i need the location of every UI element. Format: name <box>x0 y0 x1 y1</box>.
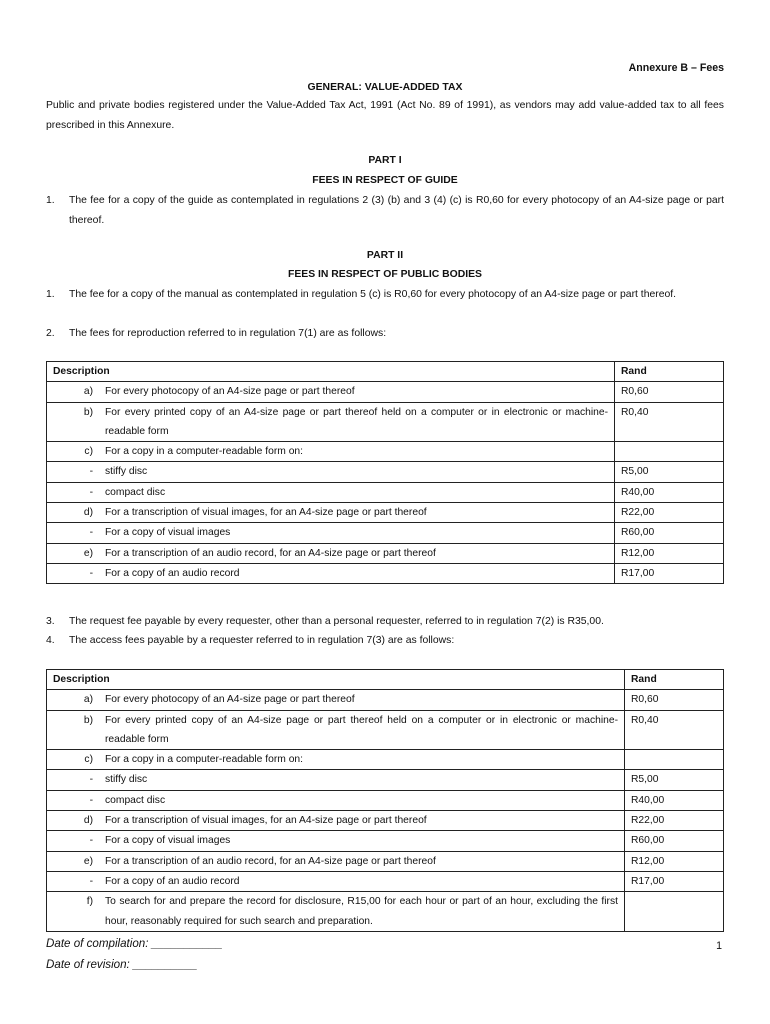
table-row <box>47 462 724 482</box>
row-rand: R5,00 <box>625 770 724 790</box>
row-letter: - <box>47 523 102 543</box>
item-text: The access fees payable by a requester referred to in regulation 7(3) are as follows: <box>69 635 455 646</box>
item-number: 1. <box>46 195 55 206</box>
column-rand: Rand <box>615 362 724 382</box>
row-letter: - <box>47 790 102 810</box>
part2-item-1 <box>46 285 724 305</box>
item-number: 1. <box>46 289 55 300</box>
row-letter: a) <box>47 690 102 710</box>
row-description: For every photocopy of an A4-size page or part thereof <box>101 690 625 710</box>
row-description: For a copy in a computer-readable form on: <box>101 442 615 462</box>
part1-item-1 <box>46 191 724 230</box>
table-row <box>47 382 724 402</box>
row-rand: R12,00 <box>625 851 724 871</box>
part2-item-2 <box>46 324 724 344</box>
row-description: For a transcription of an audio record, for an A4-size page or part thereof <box>101 543 615 563</box>
item-text: The fee for a copy of the manual as contemplated in regulation 5 (c) is R0,60 for every photocopy of an A4-size page or part thereof. <box>69 289 677 300</box>
row-letter: b) <box>47 710 102 750</box>
row-rand: R5,00 <box>615 462 724 482</box>
row-letter: d) <box>47 811 102 831</box>
item-text: The fee for a copy of the guide as contemplated in regulations 2 (3) (b) and 3 (4) (c) is R0,60 for every photocopy of an A4-size page or part thereof. <box>69 195 724 226</box>
row-rand: R0,60 <box>615 382 724 402</box>
row-letter: - <box>47 770 102 790</box>
row-rand <box>625 892 724 932</box>
part2-subtitle: FEES IN RESPECT OF PUBLIC BODIES <box>288 269 482 280</box>
table-row <box>47 402 724 442</box>
row-rand: R22,00 <box>625 811 724 831</box>
row-letter: d) <box>47 503 102 523</box>
part2-item-3 <box>46 612 724 632</box>
row-description: For a copy of an audio record <box>101 871 625 891</box>
fees-table-reproduction <box>46 361 724 584</box>
row-description: compact disc <box>101 482 615 502</box>
item-text: The request fee payable by every requester, other than a personal requester, referred to in regulation 7(2) is R35,00. <box>69 616 604 627</box>
vat-paragraph: Public and private bodies registered under the Value-Added Tax Act, 1991 (Act No. 89 of 1991), as vendors may add value-added tax to all fees prescribed in this Annexure. <box>46 100 724 131</box>
table-row <box>47 790 724 810</box>
part2-title: PART II <box>366 250 404 261</box>
table-row <box>47 892 724 932</box>
row-rand: R17,00 <box>625 871 724 891</box>
row-letter: - <box>47 871 102 891</box>
row-letter: a) <box>47 382 102 402</box>
row-rand: R0,60 <box>625 690 724 710</box>
row-description: For a copy of visual images <box>101 523 615 543</box>
row-letter: e) <box>47 851 102 871</box>
row-rand: R0,40 <box>625 710 724 750</box>
table-row <box>47 770 724 790</box>
item-number: 4. <box>46 635 55 646</box>
item-text: The fees for reproduction referred to in regulation 7(1) are as follows: <box>69 328 387 339</box>
row-rand: R0,40 <box>615 402 724 442</box>
table-row <box>47 811 724 831</box>
row-letter: b) <box>47 402 102 442</box>
table-row <box>47 851 724 871</box>
row-letter: - <box>47 482 102 502</box>
column-description: Description <box>47 362 615 382</box>
fees-table-access <box>46 669 724 932</box>
table-row <box>47 690 724 710</box>
row-letter: - <box>47 563 102 583</box>
table-row <box>47 482 724 502</box>
row-rand: R60,00 <box>625 831 724 851</box>
table-row <box>47 871 724 891</box>
row-rand: R17,00 <box>615 563 724 583</box>
table-row <box>47 710 724 750</box>
date-of-revision: Date of revision: __________ <box>46 958 198 971</box>
table-header-row <box>47 670 724 690</box>
row-letter: - <box>47 462 102 482</box>
part2-item-4 <box>46 631 724 651</box>
row-rand: R60,00 <box>615 523 724 543</box>
row-description: For a copy of visual images <box>101 831 625 851</box>
row-letter: c) <box>47 750 102 770</box>
column-rand: Rand <box>625 670 724 690</box>
row-letter: e) <box>47 543 102 563</box>
page-number: 1 <box>716 940 722 952</box>
row-description: For every printed copy of an A4-size page or part thereof held on a computer or in electronic or machine-readable form <box>101 710 625 750</box>
row-description: For a copy in a computer-readable form on: <box>101 750 625 770</box>
part1-title: PART I <box>368 155 402 166</box>
table-header-row <box>47 362 724 382</box>
row-description: For a transcription of visual images, for an A4-size page or part thereof <box>101 503 615 523</box>
row-description: For a transcription of an audio record, for an A4-size page or part thereof <box>101 851 625 871</box>
table-row <box>47 503 724 523</box>
row-description: compact disc <box>101 790 625 810</box>
row-rand: R22,00 <box>615 503 724 523</box>
row-rand <box>625 750 724 770</box>
date-of-compilation: Date of compilation: ___________ <box>46 937 223 950</box>
table-row <box>47 563 724 583</box>
row-description: To search for and prepare the record for disclosure, R15,00 for each hour or part of an hour, excluding the first hour, reasonably required for such search and preparation. <box>101 892 625 932</box>
row-description: For a transcription of visual images, for an A4-size page or part thereof <box>101 811 625 831</box>
item-number: 3. <box>46 616 55 627</box>
row-description: stiffy disc <box>101 770 625 790</box>
table-row <box>47 442 724 462</box>
table-row <box>47 543 724 563</box>
table-row <box>47 831 724 851</box>
annexure-heading: Annexure B – Fees <box>628 62 724 74</box>
row-rand: R40,00 <box>625 790 724 810</box>
table-row <box>47 523 724 543</box>
row-rand: R12,00 <box>615 543 724 563</box>
row-letter: - <box>47 831 102 851</box>
row-rand: R40,00 <box>615 482 724 502</box>
vat-title: GENERAL: VALUE-ADDED TAX <box>307 82 463 93</box>
row-description: For a copy of an audio record <box>101 563 615 583</box>
row-description: For every printed copy of an A4-size page or part thereof held on a computer or in electronic or machine-readable form <box>101 402 615 442</box>
row-description: stiffy disc <box>101 462 615 482</box>
row-rand <box>615 442 724 462</box>
row-letter: c) <box>47 442 102 462</box>
table-row <box>47 750 724 770</box>
item-number: 2. <box>46 328 55 339</box>
column-description: Description <box>47 670 625 690</box>
part1-subtitle: FEES IN RESPECT OF GUIDE <box>312 175 458 186</box>
row-description: For every photocopy of an A4-size page or part thereof <box>101 382 615 402</box>
row-letter: f) <box>47 892 102 932</box>
